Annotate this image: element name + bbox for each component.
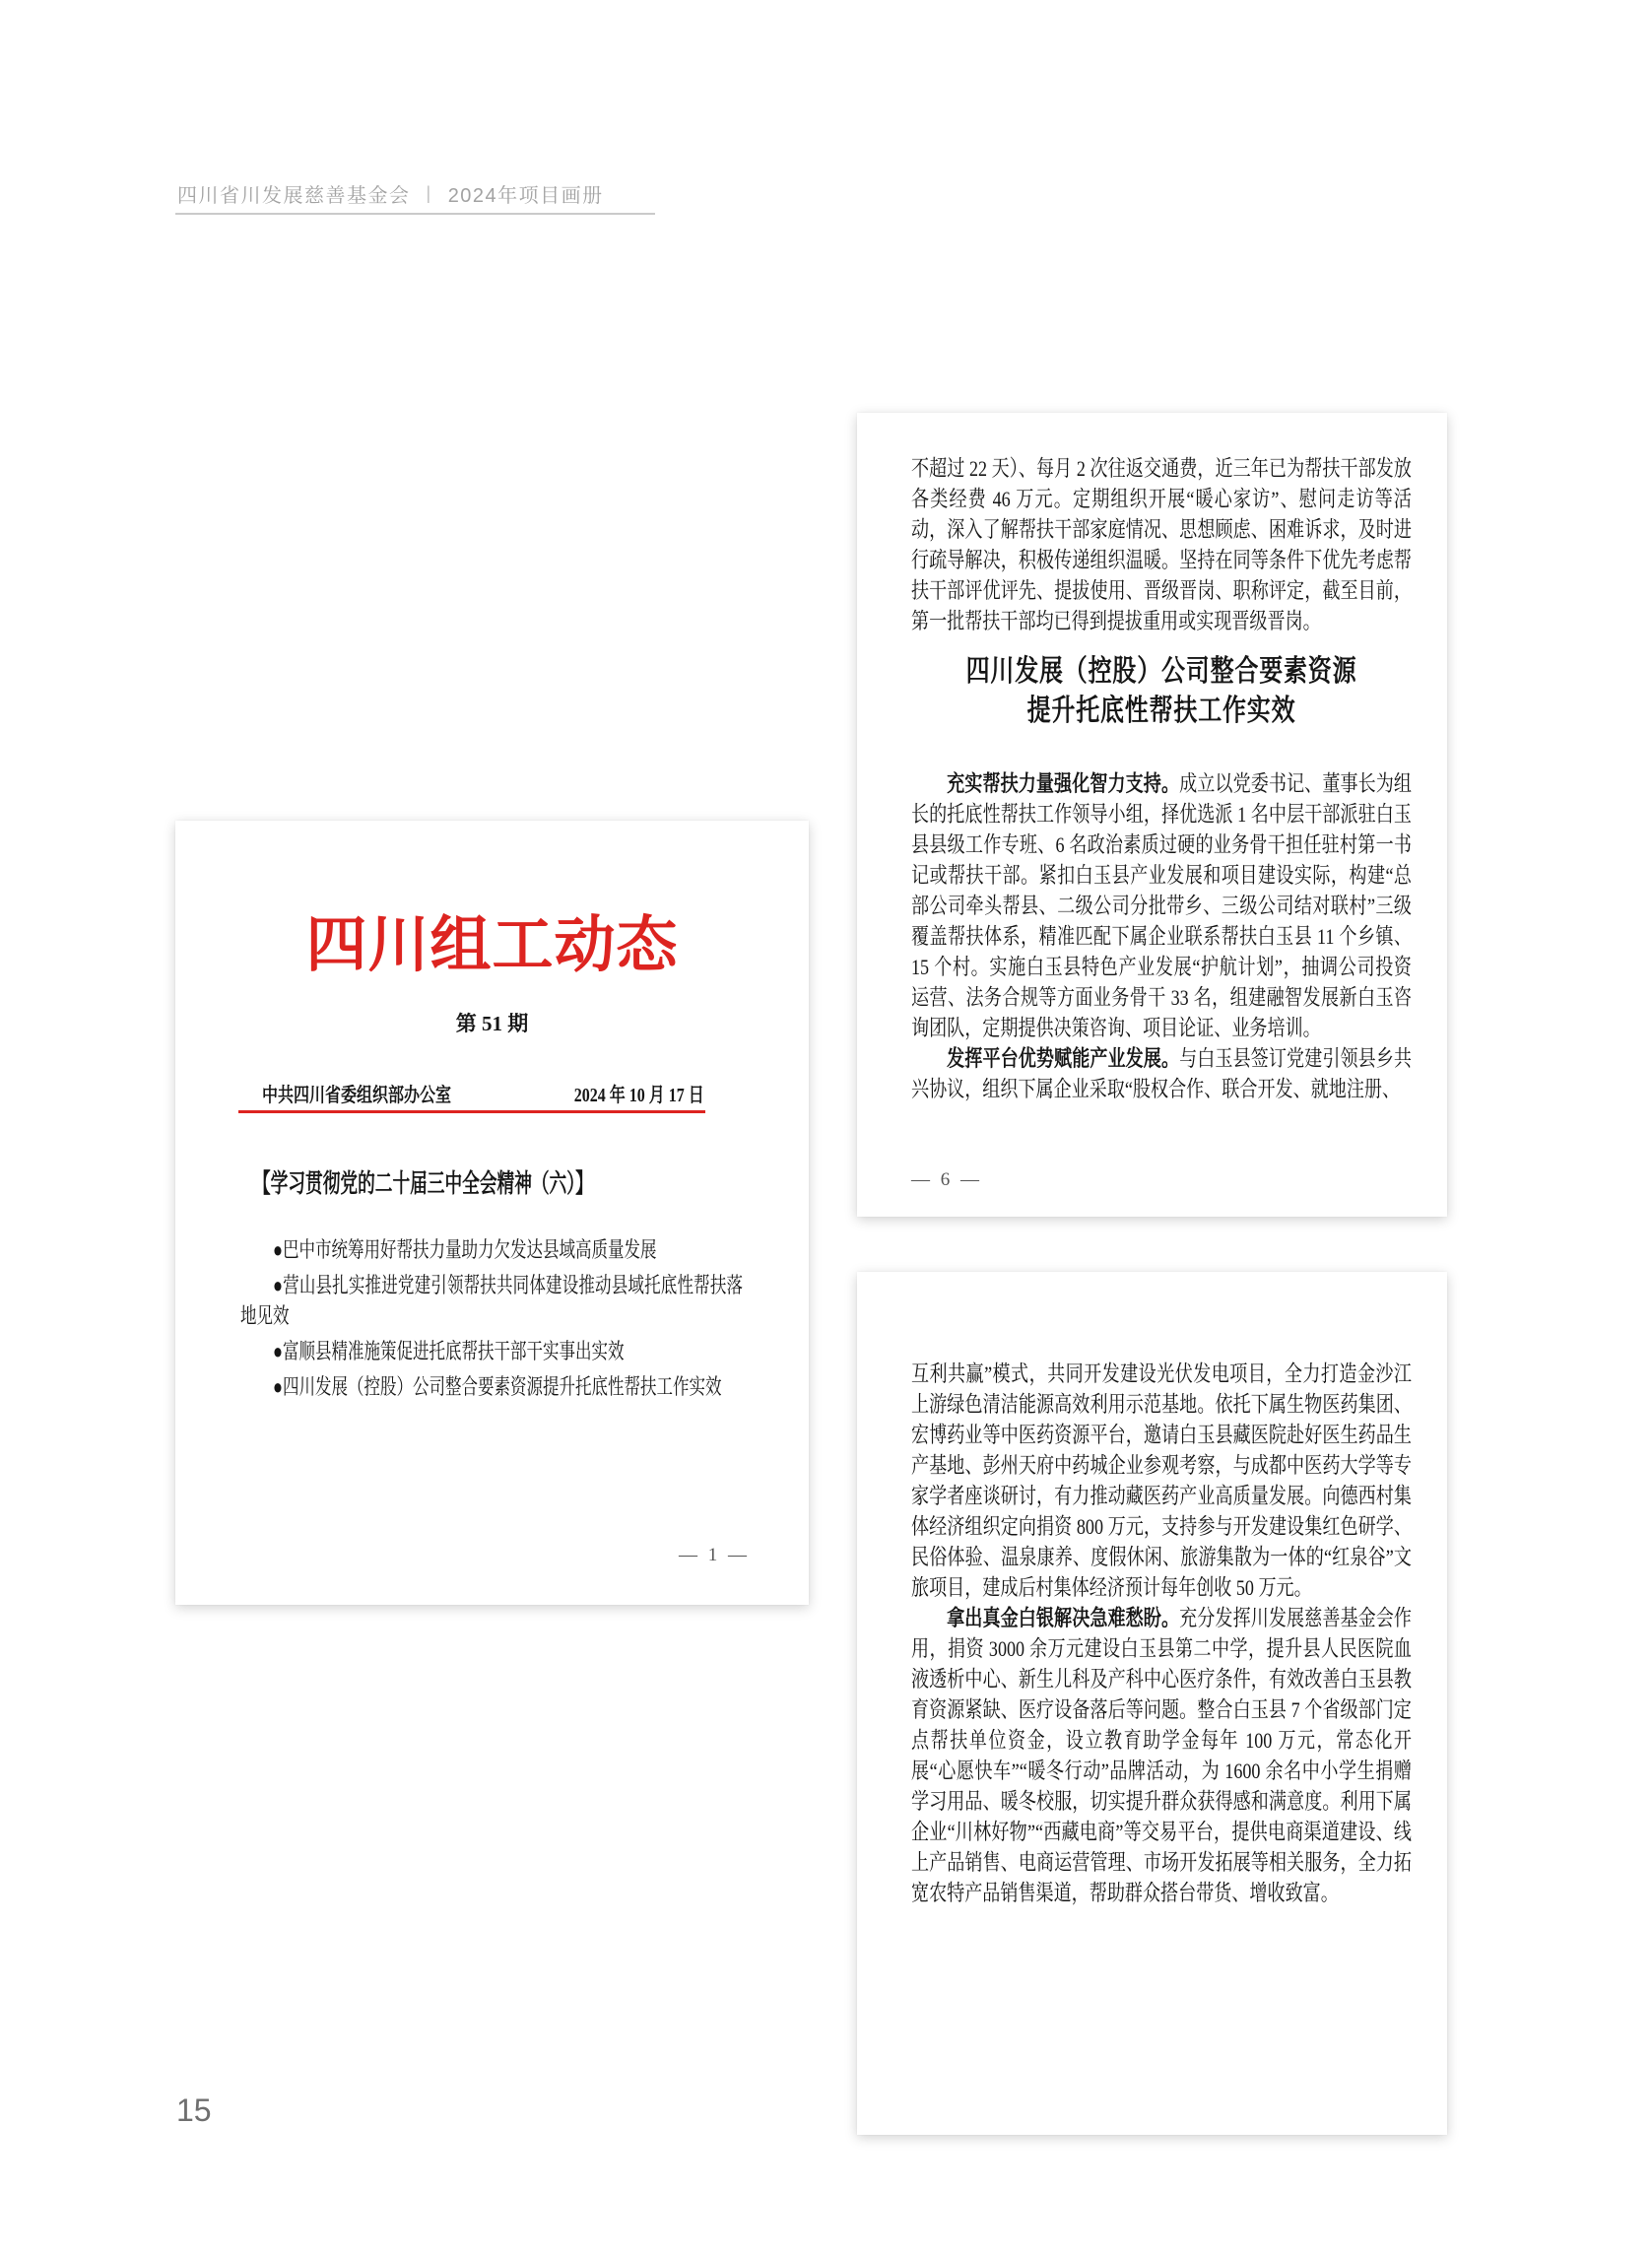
- section-heading: 【学习贯彻党的二十届三中全会精神（六）】: [253, 1169, 593, 1198]
- contents-list: [240, 1234, 743, 1407]
- article-paragraph: [911, 1603, 1412, 1908]
- article-title-line2: 提升托底性帮扶工作实效: [1026, 695, 1296, 727]
- header-divider: [175, 213, 655, 215]
- header-separator: |: [426, 183, 432, 203]
- article-paragraph: [911, 768, 1412, 1043]
- issue-date: 2024 年 10 月 17 日: [573, 1085, 704, 1106]
- newsletter-title: 四川组工动态: [305, 912, 679, 979]
- article-title-line1: 四川发展（控股）公司整合要素资源: [965, 655, 1357, 688]
- page-number: 15: [176, 2092, 212, 2128]
- article-title: [911, 652, 1412, 731]
- page-header: [177, 179, 604, 208]
- continuation-paragraph: 互利共赢”模式，共同开发建设光伏发电项目，全力打造金沙江上游绿色清洁能源高效利用示范基地。依托下属生物医药集团、宏博药业等中医药资源平台，邀请白玉县藏医院赴好医生药品生产基地、彭州天府中药城企业参观考察，与成都中医药大学等专家学者座谈研讨，有力推动藏医药产业高质量发展。向德西村集体经济组织定向捐资 800 万元，支持参与开发建设集红色研学、民俗体验、温泉康养、度假休闲、旅游集散为一体的“红泉谷”文旅项目，建成后村集体经济预计每年创收 50 万元。: [911, 1361, 1412, 1600]
- paragraph-lead: 充实帮扶力量强化智力支持。: [947, 771, 1180, 796]
- article-page-scan-bottom: [857, 1272, 1447, 2135]
- issue-number: 第 51 期: [455, 1012, 529, 1035]
- article-text-block: [911, 453, 1412, 1104]
- article-paragraph: [911, 1043, 1412, 1104]
- publisher-row: [262, 1079, 704, 1107]
- continuation-paragraph: 不超过 22 天）、每月 2 次往返交通费，近三年已为帮扶干部发放各类经费 46 万元。定期组织开展“暖心家访”、慰问走访等活动，深入了解帮扶干部家庭情况、思想顾虑、困难诉求，及时进行疏导解决，积极传递组织温暖。坚持在同等条件下优先考虑帮扶干部评优评先、提拔使用、晋级晋岗、职称评定，截至目前，第一批帮扶干部均已得到提拔重用或实现晋级晋岗。: [911, 456, 1412, 633]
- article-page-footer: — 6 —: [911, 1169, 982, 1190]
- newsletter-cover-scan: [175, 821, 809, 1605]
- red-divider: [238, 1110, 705, 1113]
- publisher: 中共四川省委组织部办公室: [262, 1085, 451, 1106]
- newsletter-page-footer: — 1 —: [679, 1545, 750, 1565]
- paragraph-body: 充分发挥川发展慈善基金会作用，捐资 3000 余万元建设白玉县第二中学，提升县人民医院血液透析中心、新生儿科及产科中心医疗条件，有效改善白玉县教育资源紧缺、医疗设备落后等问题。整合白玉县 7 个省级部门定点帮扶单位资金，设立教育助学金每年 100 万元，常态化开展“心愿快车”“暖冬行动”品牌活动，为 1600 余名中小学生捐赠学习用品、暖冬校服，切实提升群众获得感和满意度。利用下属企业“川林好物”“西藏电商”等交易平台，提供电商渠道建设、线上产品销售、电商运营管理、市场开发拓展等相关服务，全力拓宽农特产品销售渠道，帮助群众搭台带货、增收致富。: [911, 1606, 1413, 1905]
- paragraph-lead: 发挥平台优势赋能产业发展。: [947, 1046, 1180, 1071]
- list-item: ●巴中市统筹用好帮扶力量助力欠发达县域高质量发展: [273, 1237, 657, 1262]
- album-title: 2024年项目画册: [447, 185, 604, 207]
- list-item: ●营山县扎实推进党建引领帮扶共同体建设推动县域托底性帮扶落地见效: [240, 1273, 743, 1328]
- list-item: ●富顺县精准施策促进托底帮扶干部干实事出实效: [273, 1339, 625, 1363]
- paragraph-body: 成立以党委书记、董事长为组长的托底性帮扶工作领导小组，择优选派 1 名中层干部派驻白玉县县级工作专班、6 名政治素质过硬的业务骨干担任驻村第一书记或帮扶干部。紧扣白玉县产业发展和项目建设实际，构建“总部公司牵头帮县、二级公司分批带乡、三级公司结对联村”三级覆盖帮扶体系，精准匹配下属企业联系帮扶白玉县 11 个乡镇、15 个村。实施白玉县特色产业发展“护航计划”，抽调公司投资运营、法务合规等方面业务骨干 33 名，组建融智发展新白玉咨询团队，定期提供决策咨询、项目论证、业务培训。: [911, 771, 1413, 1040]
- list-item: ●四川发展（控股）公司整合要素资源提升托底性帮扶工作实效: [273, 1374, 722, 1399]
- article-text-block: [911, 1359, 1412, 1908]
- paragraph-lead: 拿出真金白银解决急难愁盼。: [947, 1606, 1180, 1630]
- article-page-scan-top: [857, 413, 1447, 1217]
- brand-name: 四川省川发展慈善基金会: [177, 185, 411, 207]
- paragraph-body: 与白玉县签订党建引领县乡共兴协议，组织下属企业采取“股权合作、联合开发、就地注册、: [911, 1046, 1413, 1101]
